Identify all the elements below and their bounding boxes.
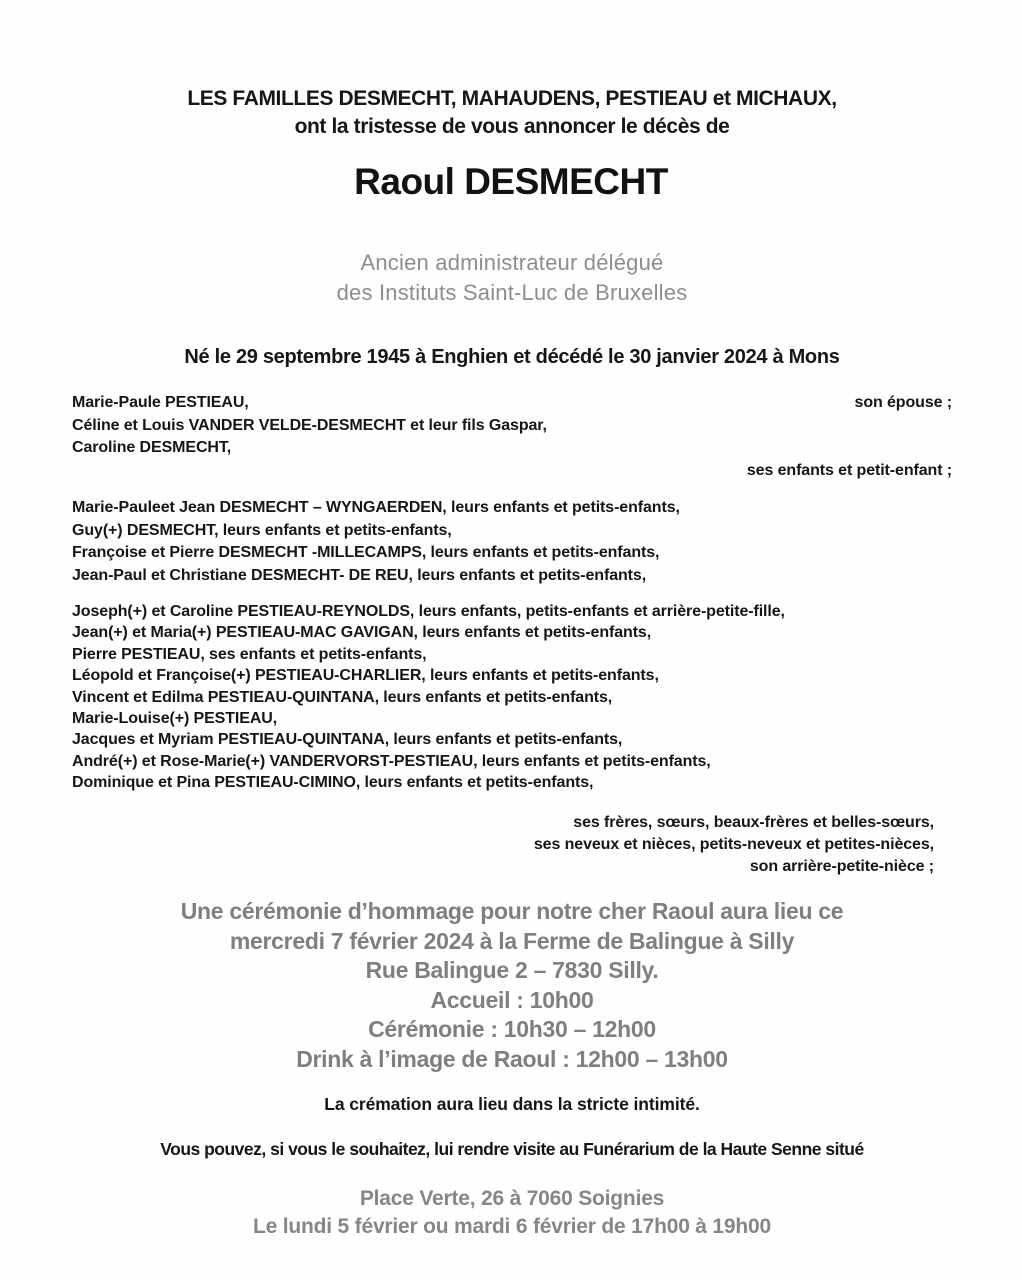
pestieau-family-line: Marie-Louise(+) PESTIEAU, bbox=[72, 710, 278, 728]
pestieau-family-line: Joseph(+) et Caroline PESTIEAU-REYNOLDS, leurs enfants, petits-enfants et arrière-petite-fille, bbox=[72, 603, 785, 620]
spouse-name: Marie-Paule PESTIEAU, bbox=[72, 394, 249, 411]
funerarium-address: Place Verte, 26 à 7060 Soignies bbox=[359, 1187, 665, 1210]
desmecht-family-line: Jean-Paul et Christiane DESMECHT- DE REU, leurs enfants et petits-enfants, bbox=[72, 566, 647, 584]
spouse-relation: son épouse ; bbox=[854, 394, 952, 411]
pestieau-family-line: Léopold et Françoise(+) PESTIEAU-CHARLIER, leurs enfants et petits-enfants, bbox=[72, 667, 659, 685]
ceremony-line: Une cérémonie d’hommage pour notre cher Raoul aura lieu ce bbox=[180, 898, 844, 924]
visit-note: Vous pouvez, si vous le souhaitez, lui rendre visite au Funérarium de la Haute Senne situé bbox=[160, 1139, 864, 1159]
desmecht-family-line: Françoise et Pierre DESMECHT -MILLECAMPS, leurs enfants et petits-enfants, bbox=[72, 544, 660, 561]
announcement-intro-line: ont la tristesse de vous annoncer le décès de bbox=[294, 115, 730, 138]
pestieau-family-line: André(+) et Rose-Marie(+) VANDERVORST-PESTIEAU, leurs enfants et petits-enfants, bbox=[72, 752, 711, 770]
relatives-block bbox=[72, 812, 934, 878]
relatives-line: ses frères, sœurs, beaux-frères et belles-sœurs, bbox=[573, 814, 934, 831]
pestieau-family-line: Dominique et Pina PESTIEAU-CIMINO, leurs enfants et petits-enfants, bbox=[72, 774, 594, 792]
spouse-row bbox=[72, 392, 952, 415]
relatives-line: ses neveux et nièces, petits-neveux et petites-nièces, bbox=[533, 836, 934, 853]
funerarium-visit-times: Le lundi 5 février ou mardi 6 février de 17h00 à 19h00 bbox=[253, 1215, 771, 1238]
children-relation: ses enfants et petit-enfant ; bbox=[746, 461, 952, 479]
children-line: Caroline DESMECHT, bbox=[72, 439, 232, 456]
family-names-line: LES FAMILLES DESMECHT, MAHAUDENS, PESTIEAU et MICHAUX, bbox=[187, 87, 837, 110]
pestieau-family-line: Vincent et Edilma PESTIEAU-QUINTANA, leurs enfants et petits-enfants, bbox=[72, 688, 613, 706]
ceremony-welcome-time: Accueil : 10h00 bbox=[430, 986, 594, 1013]
ceremony-address-line: Rue Balingue 2 – 7830 Silly. bbox=[365, 957, 659, 984]
deceased-title-line-2: des Instituts Saint-Luc de Bruxelles bbox=[336, 280, 688, 305]
ceremony-time: Cérémonie : 10h30 – 12h00 bbox=[368, 1016, 656, 1043]
funerarium-block bbox=[72, 1185, 952, 1241]
ceremony-block bbox=[72, 897, 952, 1075]
cremation-note: La crémation aura lieu dans la stricte intimité. bbox=[324, 1094, 700, 1114]
pestieau-family-block bbox=[72, 601, 952, 794]
relatives-line: son arrière-petite-nièce ; bbox=[749, 858, 934, 875]
ceremony-drink-time: Drink à l’image de Raoul : 12h00 – 13h00 bbox=[296, 1045, 728, 1072]
desmecht-family-block bbox=[72, 497, 952, 587]
children-line: Céline et Louis VANDER VELDE-DESMECHT et leur fils Gaspar, bbox=[72, 416, 547, 434]
ceremony-line: mercredi 7 février 2024 à la Ferme de Balingue à Silly bbox=[229, 927, 795, 954]
deceased-name: Raoul DESMECHT bbox=[354, 161, 668, 202]
deceased-title-line-1: Ancien administrateur délégué bbox=[360, 250, 664, 275]
announcement-header bbox=[72, 85, 952, 141]
pestieau-family-line: Jean(+) et Maria(+) PESTIEAU-MAC GAVIGAN, leurs enfants et petits-enfants, bbox=[72, 624, 652, 642]
desmecht-family-line: Guy(+) DESMECHT, leurs enfants et petits-enfants, bbox=[72, 521, 452, 539]
birth-death-line: Né le 29 septembre 1945 à Enghien et décédé le 30 janvier 2024 à Mons bbox=[184, 346, 840, 368]
pestieau-family-line: Jacques et Myriam PESTIEAU-QUINTANA, leurs enfants et petits-enfants, bbox=[72, 731, 623, 749]
desmecht-family-line: Marie-Pauleet Jean DESMECHT – WYNGAERDEN, leurs enfants et petits-enfants, bbox=[72, 499, 680, 516]
spouse-and-children-block bbox=[72, 392, 952, 482]
deceased-title bbox=[72, 248, 952, 308]
pestieau-family-line: Pierre PESTIEAU, ses enfants et petits-enfants, bbox=[72, 645, 427, 663]
